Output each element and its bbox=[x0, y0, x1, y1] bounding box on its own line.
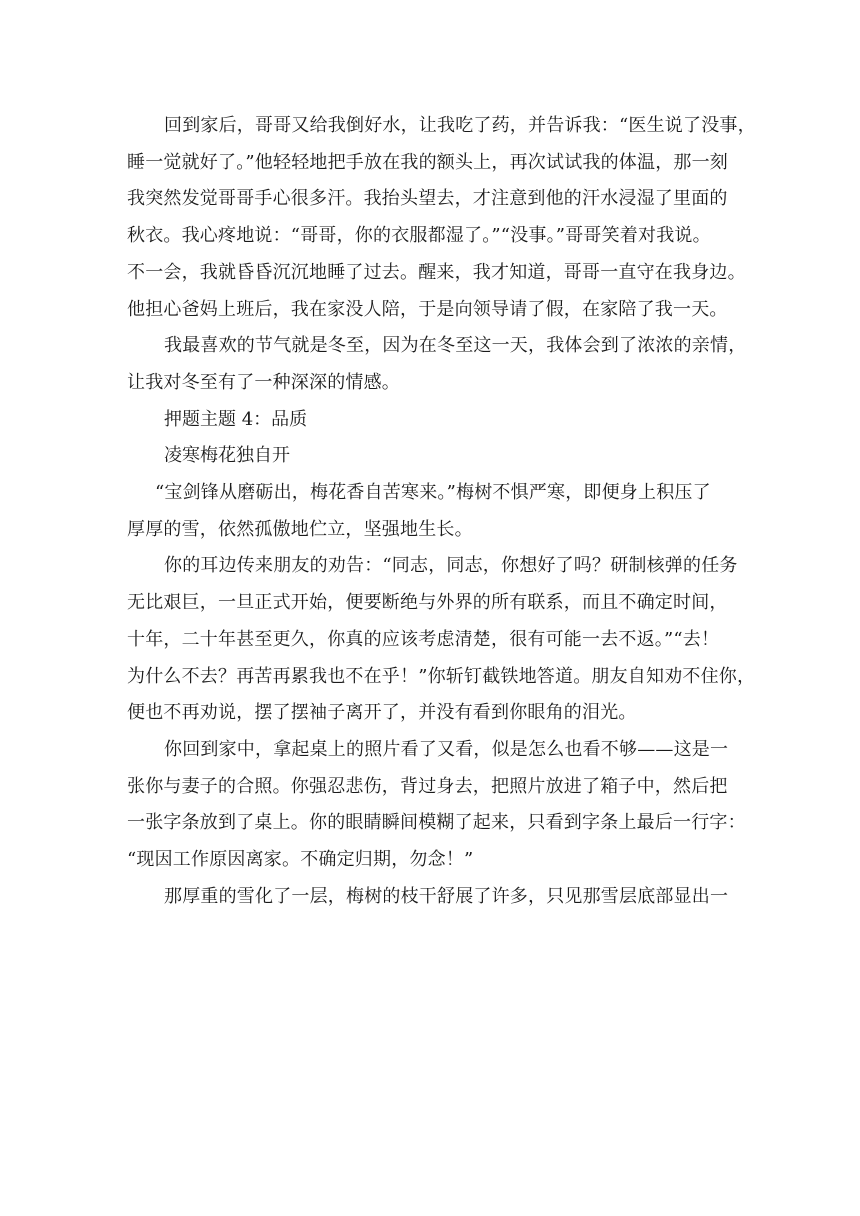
text-line: 我突然发觉哥哥手心很多汗。我抬头望去，才注意到他的汗水浸湿了里面的 bbox=[127, 188, 728, 210]
text-line: 十年，二十年甚至更久，你真的应该考虑清楚，很有可能一去不返。”“去！ bbox=[127, 628, 720, 650]
text-line: 他担心爸妈上班后，我在家没人陪，于是向领导请了假，在家陪了我一天。 bbox=[127, 298, 728, 320]
paragraph-friend-advice bbox=[127, 548, 756, 732]
text-line: 你的耳边传来朋友的劝告：“同志，同志，你想好了吗？研制核弹的任务 bbox=[164, 555, 738, 577]
text-line: 为什么不去？再苦再累我也不在乎！”你斩钉截铁地答道。朋友自知劝不住你， bbox=[127, 665, 756, 687]
essay-title bbox=[127, 438, 735, 475]
text-line: 回到家后，哥哥又给我倒好水，让我吃了药，并告诉我：“医生说了没事， bbox=[164, 115, 756, 136]
text-line: 秋衣。我心疼地说：“哥哥，你的衣服都湿了。”“没事。”哥哥笑着对我说。 bbox=[127, 225, 711, 247]
text-line: 不一会，我就昏昏沉沉地睡了过去。醒来，我才知道，哥哥一直守在我身边。 bbox=[127, 261, 746, 283]
text-line: “现因工作原因离家。不确定归期，勿念！” bbox=[127, 849, 474, 871]
text-line: 一张字条放到了桌上。你的眼睛瞬间模糊了起来，只看到字条上最后一行字： bbox=[127, 812, 746, 834]
text-line: 让我对冬至有了一种深深的情感。 bbox=[127, 371, 400, 393]
paragraph-brother-care bbox=[127, 108, 756, 328]
text-line: 无比艰巨，一旦正式开始，便要断绝与外界的所有联系，而且不确定时间， bbox=[127, 592, 728, 614]
text-line: 那厚重的雪化了一层，梅树的枝干舒展了许多，只见那雪层底部显出一 bbox=[164, 885, 729, 907]
text-line: 你回到家中，拿起桌上的照片看了又看，似是怎么也看不够——这是一 bbox=[164, 738, 729, 760]
document-page bbox=[127, 108, 756, 915]
text-line: 厚厚的雪，依然孤傲地伫立，坚强地生长。 bbox=[127, 518, 473, 540]
heading-text: 押题主题 4：品质 bbox=[164, 408, 308, 430]
paragraph-winter-solstice bbox=[127, 328, 747, 401]
title-text: 凌寒梅花独自开 bbox=[164, 445, 290, 467]
section-heading-theme bbox=[127, 402, 735, 439]
paragraph-plum-quote bbox=[127, 475, 735, 548]
text-line: 张你与妻子的合照。你强忍悲伤，背过身去，把照片放进了箱子中，然后把 bbox=[127, 775, 728, 797]
paragraph-photo bbox=[127, 732, 746, 879]
paragraph-snow-melt bbox=[127, 879, 735, 916]
text-line: 便也不再劝说，摆了摆袖子离开了，并没有看到你眼角的泪光。 bbox=[127, 702, 637, 724]
text-line: 睡一觉就好了。”他轻轻地把手放在我的额头上，再次试试我的体温，那一刻 bbox=[127, 151, 728, 173]
text-line: “宝剑锋从磨砺出，梅花香自苦寒来。”梅树不惧严寒，即便身上积压了 bbox=[155, 482, 711, 504]
text-line: 我最喜欢的节气就是冬至，因为在冬至这一天，我体会到了浓浓的亲情， bbox=[164, 335, 747, 357]
